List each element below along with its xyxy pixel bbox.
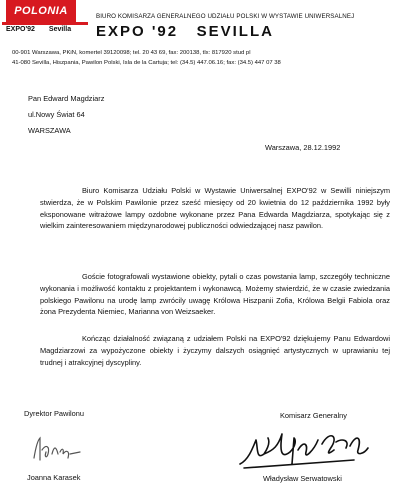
right-signature-image	[234, 420, 374, 474]
logo-text: POLONIA	[14, 5, 68, 17]
recipient-street: ul.Nowy Świat 64	[28, 110, 85, 119]
letterhead-title: EXPO '92 SEVILLA	[96, 23, 274, 40]
logo-sub-left: EXPO'92	[6, 26, 35, 33]
body-paragraph-1	[40, 185, 390, 232]
polonia-logo	[6, 0, 76, 22]
paragraph-text: Biuro Komisarza Udziału Polski w Wystawie Uniwersalnej EXPO'92 w Sewilli niniejszym stwierdza, że w Polskim Pawilonie przez sześć miesięcy od 20 kwietnia do 12 października 1992 były eksponowane witrażowe lampy ozdobne wykonane przez Pana Edwarda Magdziarza, spotykając się z wielkim zainteresowaniem międzynarodowej publiczności odwiedzającej nasz pawilon.	[40, 186, 390, 231]
recipient-name: Pan Edward Magdziarz	[28, 94, 105, 103]
paragraph-text: Goście fotografowali wystawione obiekty, pytali o czas powstania lamp, szczegóły techniczne wykonania i możliwość kontaktu z projektantem i wykonawcą. Możemy stwierdzić, że w czasie zwiedzania polskiego Pawilonu na urodę lamp zwrócily uwagę Królowa Hiszpanii Zofia, Królowa Belgii Fabiola oraz żona Prezydenta Niemiec, Marianna von Weizsaeker.	[40, 272, 390, 317]
address-warsaw: 00-901 Warszawa, PKiN, komertel 39120098; tel. 20 43 69, fax: 200138, tlx: 817920 stud pl	[12, 50, 251, 56]
logo-subtitle	[6, 26, 71, 33]
left-signatory-name: Joanna Karasek	[27, 473, 81, 482]
right-signatory-name: Władysław Serwatowski	[263, 474, 342, 483]
logo-underline	[2, 22, 88, 25]
address-sevilla: 41-080 Sevilla, Hiszpania, Pawilon Polski, Isla de la Cartuja; tel: (34.5) 447.06.16; fax: (34.5) 447 07 38	[12, 60, 281, 66]
right-signatory-title: Komisarz Generalny	[280, 411, 347, 420]
left-signature-image	[28, 432, 88, 468]
recipient-city: WARSZAWA	[28, 126, 71, 135]
paragraph-text: Kończąc działalność związaną z udziałem Polski na EXPO'92 dziękujemy Panu Edwardowi Magdziarzowi za wypożyczone obiekty i życzymy dalszych osiągnięć artystycznych w uprawianiu tej trudnej i atrakcyjnej dyscypliny.	[40, 334, 390, 367]
letter-date: Warszawa, 28.12.1992	[265, 143, 341, 152]
body-paragraph-2	[40, 271, 390, 318]
organization-name: BIURO KOMISARZA GENERALNEGO UDZIAŁU POLSKI W WYSTAWIE UNIWERSALNEJ	[96, 13, 355, 20]
logo-sub-right: Sevilla	[48, 26, 72, 33]
body-paragraph-3	[40, 333, 390, 368]
left-signatory-title: Dyrektor Pawilonu	[24, 409, 84, 418]
